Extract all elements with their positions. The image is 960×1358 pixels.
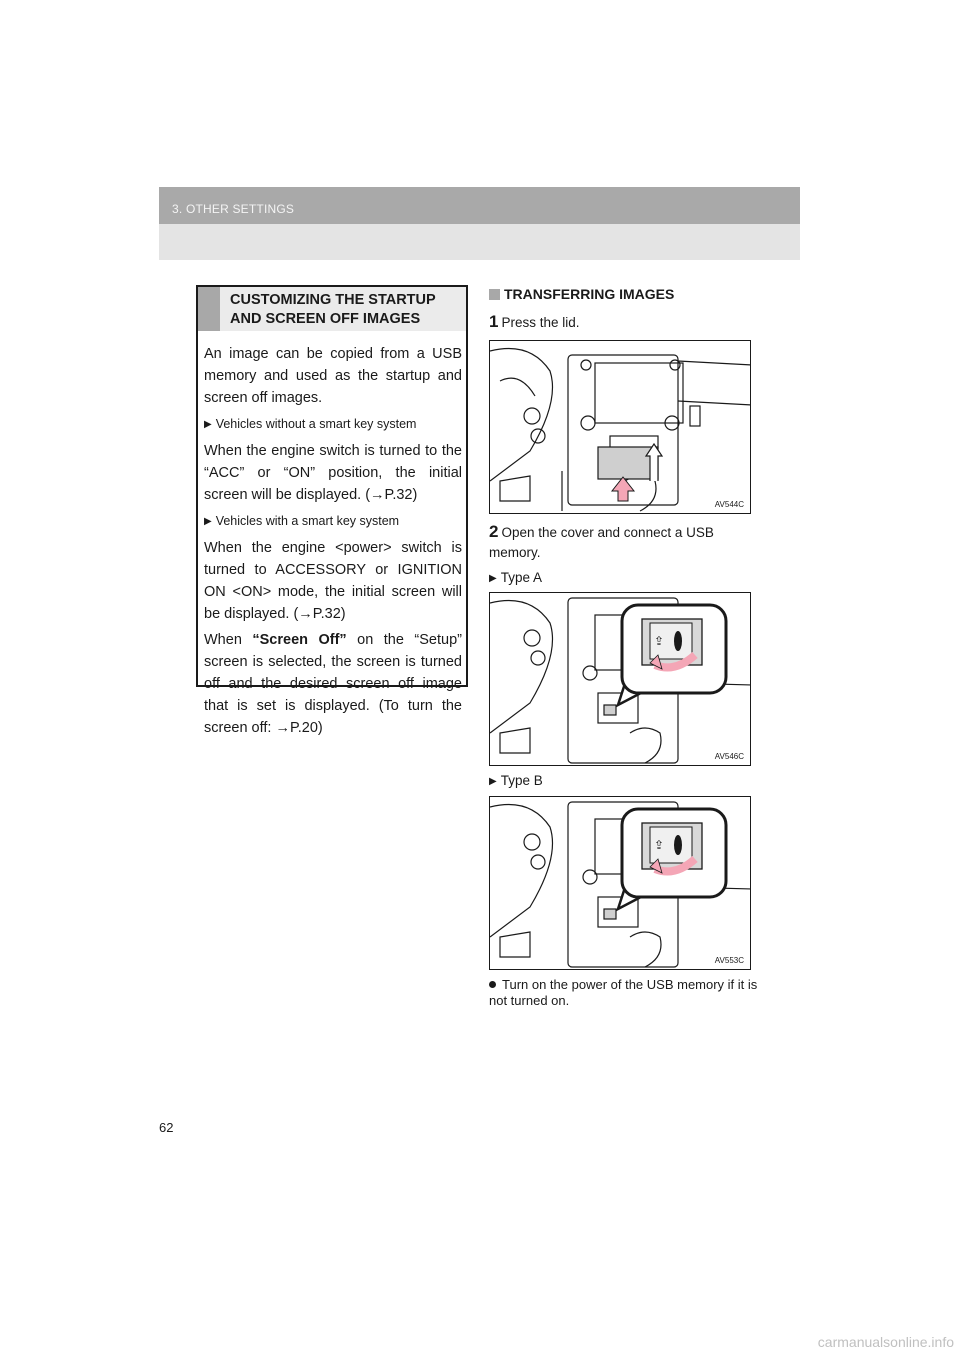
step-number: 2 bbox=[489, 522, 499, 541]
customizing-box bbox=[196, 285, 468, 736]
round-bullet-icon bbox=[489, 981, 496, 988]
figure-code: AV553C bbox=[714, 956, 744, 965]
bullet-no-smart-key bbox=[204, 415, 462, 434]
box-header-accent bbox=[198, 287, 220, 331]
svg-text:⇪: ⇪ bbox=[654, 838, 665, 852]
figure-type-a bbox=[489, 592, 751, 766]
box-body bbox=[204, 343, 462, 739]
figure-code: AV544C bbox=[714, 500, 744, 509]
watermark: carmanualsonline.info bbox=[817, 1334, 954, 1350]
box-title-line2: AND SCREEN OFF IMAGES bbox=[230, 311, 421, 327]
power-note-text: Turn on the power of the USB memory if it is not turned on. bbox=[489, 977, 758, 1008]
svg-text:⇪: ⇪ bbox=[654, 634, 665, 648]
figure-press-lid bbox=[489, 340, 751, 514]
step-text: Open the cover and connect a USB memory. bbox=[489, 525, 714, 560]
box-header bbox=[198, 287, 466, 331]
triangle-bullet-icon: ▶ bbox=[489, 776, 497, 787]
step-text: Press the lid. bbox=[501, 315, 580, 330]
screen-off-pre: When bbox=[204, 632, 253, 648]
screen-off-bold: “Screen Off” bbox=[252, 632, 347, 648]
triangle-bullet-icon: ▶ bbox=[204, 419, 212, 430]
dashboard-illustration bbox=[490, 341, 751, 514]
usb-type-b-illustration bbox=[490, 797, 751, 970]
engine-switch-paragraph: When the engine switch is turned to the “ACC” or “ON” position, the initial screen will be displayed. (→P.32) bbox=[204, 443, 462, 503]
section-title: 3. OTHER SETTINGS bbox=[172, 202, 295, 216]
type-a-label bbox=[489, 570, 542, 585]
header-bar bbox=[159, 187, 800, 224]
type-b-text: Type B bbox=[500, 773, 543, 788]
triangle-bullet-icon: ▶ bbox=[489, 573, 497, 584]
bullet-label: Vehicles without a smart key system bbox=[215, 417, 417, 431]
bullet-smart-key bbox=[204, 512, 462, 531]
screen-off-paragraph bbox=[204, 629, 462, 739]
usb-type-a-illustration bbox=[490, 593, 751, 766]
intro-paragraph: An image can be copied from a USB memory and used as the startup and screen off images. bbox=[204, 346, 462, 406]
transfer-heading bbox=[489, 286, 674, 302]
power-note bbox=[489, 977, 764, 1009]
page-number: 62 bbox=[159, 1120, 174, 1135]
step-1 bbox=[489, 312, 580, 333]
bullet-label: Vehicles with a smart key system bbox=[215, 514, 400, 528]
type-b-label bbox=[489, 773, 543, 788]
transfer-heading-text: TRANSFERRING IMAGES bbox=[504, 286, 675, 302]
box-title bbox=[230, 291, 436, 329]
step-2 bbox=[489, 522, 764, 563]
square-bullet-icon bbox=[489, 289, 500, 300]
triangle-bullet-icon: ▶ bbox=[204, 516, 212, 527]
header-band bbox=[159, 187, 800, 260]
type-a-text: Type A bbox=[500, 570, 542, 585]
power-switch-paragraph: When the engine <power> switch is turned to ACCESSORY or IGNITION ON <ON> mode, the initial screen will be displayed. (→P.32) bbox=[204, 540, 462, 622]
figure-code: AV546C bbox=[714, 752, 744, 761]
step-number: 1 bbox=[489, 312, 499, 331]
screen-off-post: on the “Setup” screen is selected, the screen is turned off and the desired screen off image that is set is displayed. (To turn the screen off: →P.20) bbox=[204, 632, 462, 736]
figure-type-b bbox=[489, 796, 751, 970]
box-title-line1: CUSTOMIZING THE STARTUP bbox=[230, 292, 436, 308]
